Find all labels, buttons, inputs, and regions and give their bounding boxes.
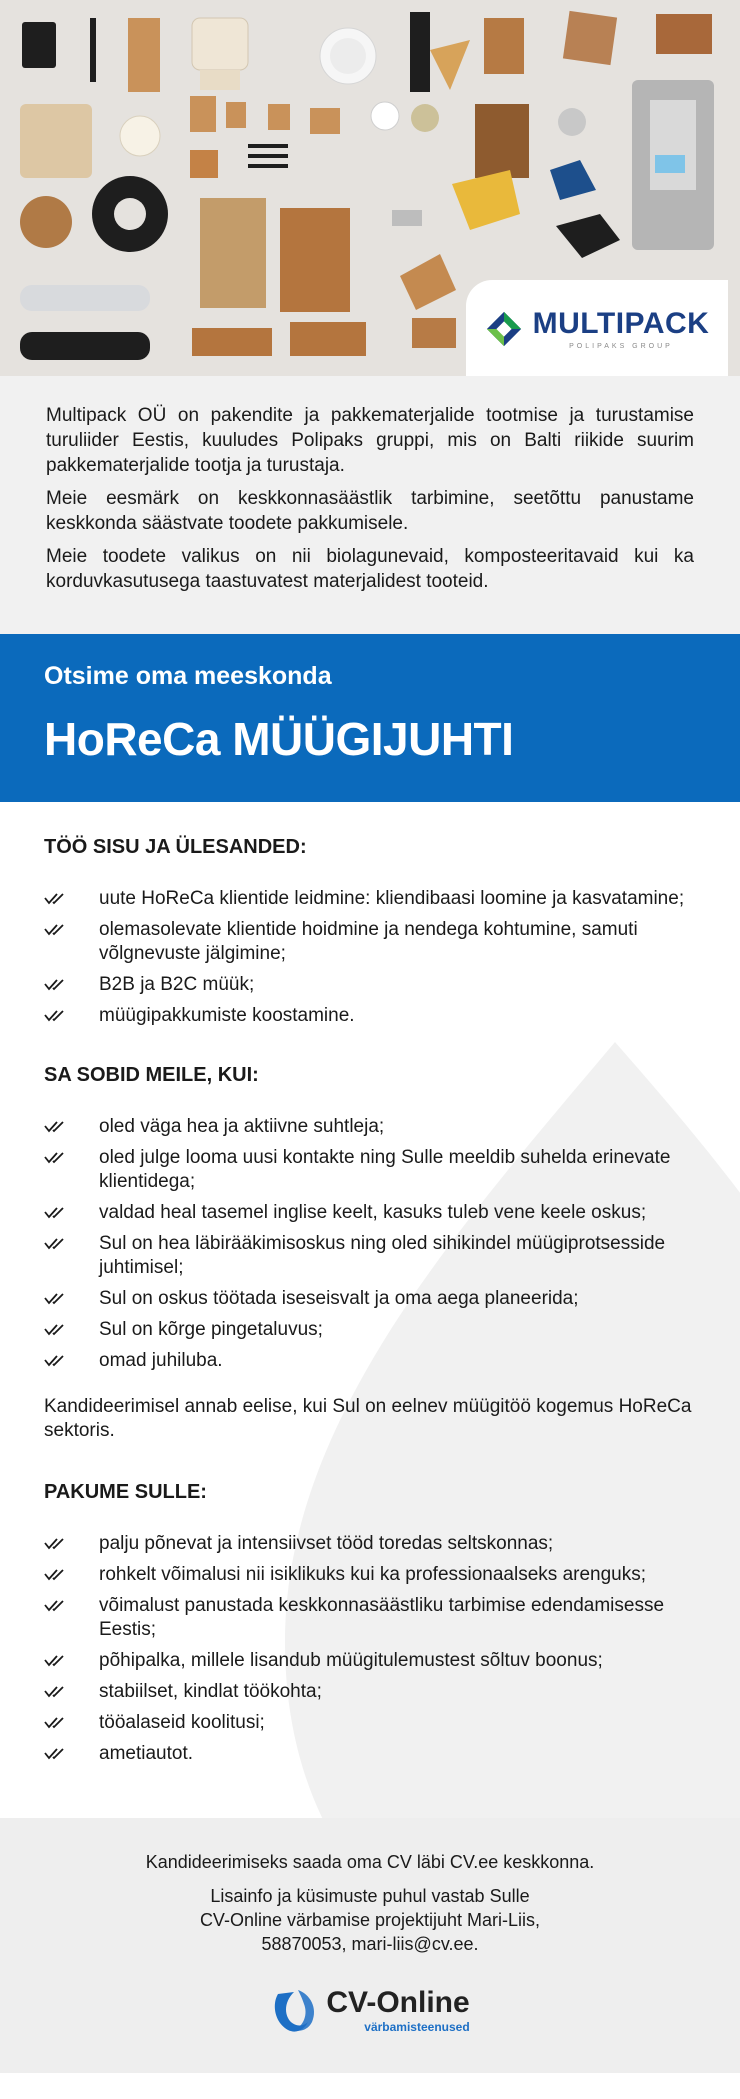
- contact-line: Lisainfo ja küsimuste puhul vastab Sulle: [210, 1886, 530, 1906]
- list-item: [44, 887, 696, 911]
- job-title-banner: [0, 634, 740, 802]
- double-check-icon: [44, 1237, 68, 1251]
- list-item-text: põhipalka, millele lisandub müügitulemustest sõltuv boonus;: [99, 1650, 603, 1671]
- double-check-icon: [44, 1292, 68, 1306]
- list-item: [44, 1594, 696, 1642]
- list-item: [44, 1532, 696, 1556]
- double-check-icon: [44, 1354, 68, 1368]
- contact-email-phone[interactable]: 58870053, mari-liis@cv.ee.: [261, 1934, 479, 1954]
- list-item: [44, 1115, 696, 1139]
- list-item: [44, 1563, 696, 1587]
- cv-online-logo-text: CV-Online: [326, 1986, 470, 2019]
- requirements-list: [44, 1115, 696, 1373]
- cv-online-logo-icon: [270, 1986, 320, 2036]
- list-item-text: palju põnevat ja intensiivset tööd toredas seltskonnas;: [99, 1533, 554, 1554]
- double-check-icon: [44, 1151, 68, 1165]
- double-check-icon: [44, 1537, 68, 1551]
- list-item: [44, 973, 696, 997]
- contact-line: CV-Online värbamise projektijuht Mari-Liis,: [199, 1910, 541, 1930]
- list-item-text: müügipakkumiste koostamine.: [99, 1005, 355, 1026]
- tasks-list: [44, 887, 696, 1028]
- list-item: [44, 918, 696, 966]
- job-title: HoReCa MÜÜGIJUHTI: [44, 713, 514, 765]
- double-check-icon: [44, 923, 68, 937]
- list-item-text: valdad heal tasemel inglise keelt, kasuks tuleb vene keele oskus;: [99, 1202, 647, 1223]
- double-check-icon: [44, 1716, 68, 1730]
- double-check-icon: [44, 1599, 68, 1613]
- double-check-icon: [44, 1009, 68, 1023]
- double-check-icon: [44, 892, 68, 906]
- list-item-text: omad juhiluba.: [99, 1350, 223, 1371]
- apply-instructions: Kandideerimiseks saada oma CV läbi CV.ee keskkonna.: [145, 1852, 595, 1872]
- list-item: [44, 1680, 696, 1704]
- list-item: [44, 1232, 696, 1280]
- list-item: [44, 1711, 696, 1735]
- intro-paragraph: Multipack OÜ on pakendite ja pakkematerjalide tootmise ja turustamise turuliider Eestis, kuuludes Polipaks gruppi, mis on Balti riikide suurim pakkematerjalide tootja ja turustaja.: [46, 405, 694, 476]
- multipack-logo-icon: [485, 310, 523, 348]
- double-check-icon: [44, 978, 68, 992]
- multipack-logo-subtitle: POLIPAKS GROUP: [569, 342, 673, 350]
- list-item-text: B2B ja B2C müük;: [99, 974, 255, 995]
- hero-image: [0, 0, 740, 376]
- section-heading: SA SOBID MEILE, KUI:: [44, 1064, 259, 1086]
- list-item-text: tööalaseid koolitusi;: [99, 1712, 265, 1733]
- double-check-icon: [44, 1568, 68, 1582]
- section-heading: PAKUME SULLE:: [44, 1481, 207, 1503]
- list-item-text: stabiilset, kindlat töökohta;: [99, 1681, 322, 1702]
- double-check-icon: [44, 1685, 68, 1699]
- double-check-icon: [44, 1747, 68, 1761]
- multipack-logo-text: MULTIPACK: [532, 306, 710, 340]
- multipack-logo: [466, 280, 728, 376]
- list-item-text: uute HoReCa klientide leidmine: kliendibaasi loomine ja kasvatamine;: [99, 888, 685, 909]
- list-item-text: rohkelt võimalusi nii isiklikuks kui ka professionaalseks arenguks;: [99, 1564, 647, 1585]
- double-check-icon: [44, 1323, 68, 1337]
- job-details: [0, 802, 740, 1818]
- list-item: [44, 1201, 696, 1225]
- list-item: [44, 1004, 696, 1028]
- list-item-text: Sul on hea läbirääkimisoskus ning oled sihikindel müügiprotsesside juhtimisel;: [99, 1233, 666, 1278]
- contact-footer: [0, 1818, 740, 2073]
- list-item: [44, 1649, 696, 1673]
- list-item-text: oled väga hea ja aktiivne suhtleja;: [99, 1116, 385, 1137]
- list-item-text: võimalust panustada keskkonnasäästliku tarbimise edendamisesse Eestis;: [99, 1595, 665, 1640]
- list-item: [44, 1146, 696, 1194]
- banner-subtitle: Otsime oma meeskonda: [44, 662, 332, 690]
- list-item-text: olemasolevate klientide hoidmine ja nendega kohtumine, samuti võlgnevuste jälgimine;: [99, 919, 638, 964]
- double-check-icon: [44, 1654, 68, 1668]
- cv-online-logo-subtitle: värbamisteenused: [364, 2020, 470, 2034]
- list-item-text: ametiautot.: [99, 1743, 193, 1764]
- intro-paragraph: Meie toodete valikus on nii biolagunevaid, komposteeritavaid kui ka korduvkasutusega taastuvatest materjalidest tooteid.: [46, 546, 694, 592]
- company-intro: [0, 376, 740, 634]
- list-item-text: Sul on oskus töötada iseseisvalt ja oma aega planeerida;: [99, 1288, 579, 1309]
- advantage-note: Kandideerimisel annab eelise, kui Sul on eelnev müügitöö kogemus HoReCa sektoris.: [44, 1396, 692, 1441]
- requirements-section: [44, 1064, 696, 1373]
- list-item-text: Sul on kõrge pingetaluvus;: [99, 1319, 323, 1340]
- list-item: [44, 1318, 696, 1342]
- section-heading: TÖÖ SISU JA ÜLESANDED:: [44, 836, 307, 858]
- list-item-text: oled julge looma uusi kontakte ning Sulle meeldib suhelda erinevate klientidega;: [99, 1147, 671, 1192]
- offer-list: [44, 1532, 696, 1766]
- list-item: [44, 1287, 696, 1311]
- list-item: [44, 1349, 696, 1373]
- cv-online-logo[interactable]: [270, 1986, 469, 2036]
- double-check-icon: [44, 1120, 68, 1134]
- tasks-section: [44, 836, 696, 1028]
- double-check-icon: [44, 1206, 68, 1220]
- intro-paragraph: Meie eesmärk on keskkonnasäästlik tarbimine, seetõttu panustame keskkonda säästvate toodete pakkumisele.: [46, 488, 694, 534]
- list-item: [44, 1742, 696, 1766]
- offer-section: [44, 1481, 696, 1766]
